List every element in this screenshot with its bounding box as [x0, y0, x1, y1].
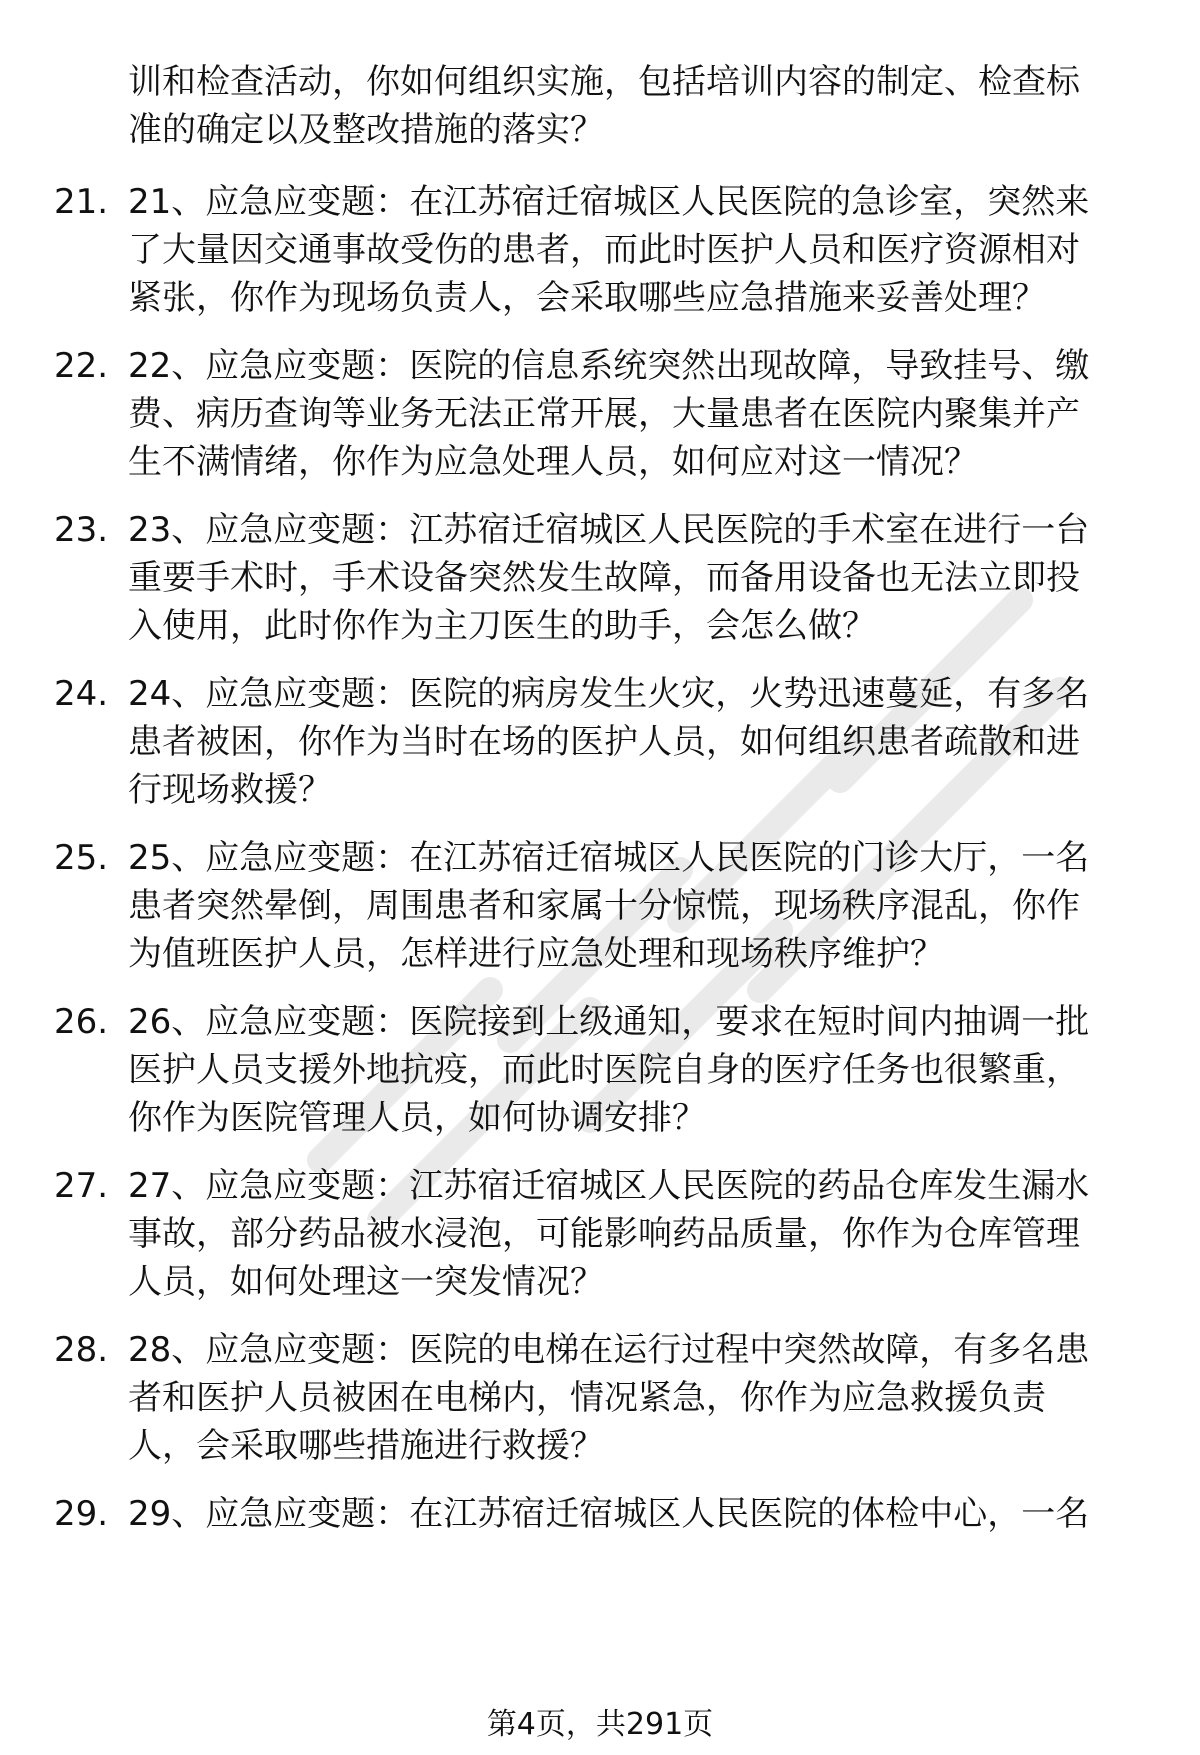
question-text	[128, 998, 1128, 1142]
question-line: 25、应急应变题：在江苏宿迁宿城区人民医院的门诊大厅，一名	[128, 838, 1090, 878]
question-line: 事故，部分药品被水浸泡，可能影响药品质量，你作为仓库管理	[128, 1214, 1080, 1254]
page-footer: 第4页，共291页	[486, 1707, 714, 1742]
question-line: 医护人员支援外地抗疫，而此时医院自身的医疗任务也很繁重，	[128, 1050, 1080, 1090]
question-line: 28、应急应变题：医院的电梯在运行过程中突然故障，有多名患	[128, 1330, 1090, 1370]
question-line: 生不满情绪，你作为应急处理人员，如何应对这一情况？	[128, 442, 978, 482]
question-number: 24.	[54, 674, 109, 714]
question-line: 入使用，此时你作为主刀医生的助手，会怎么做？	[128, 606, 876, 646]
question-text	[128, 670, 1128, 814]
question-text	[128, 1162, 1128, 1306]
question-line: 者和医护人员被困在电梯内，情况紧急，你作为应急救援负责	[128, 1378, 1046, 1418]
question-line: 人，会采取哪些措施进行救援？	[128, 1426, 604, 1466]
question-line: 24、应急应变题：医院的病房发生火灾，火势迅速蔓延，有多名	[128, 674, 1090, 714]
continuation-line: 训和检查活动，你如何组织实施，包括培训内容的制定、检查标	[128, 62, 1080, 102]
question-number: 23.	[54, 510, 109, 550]
question-line: 行现场救援？	[128, 770, 332, 810]
question-line: 费、病历查询等业务无法正常开展，大量患者在医院内聚集并产	[128, 394, 1080, 434]
question-text	[128, 1490, 1128, 1538]
question-text	[128, 1326, 1128, 1470]
question-number: 25.	[54, 838, 109, 878]
question-text	[128, 834, 1128, 978]
continuation-paragraph	[128, 58, 1128, 154]
question-line: 22、应急应变题：医院的信息系统突然出现故障，导致挂号、缴	[128, 346, 1090, 386]
question-line: 27、应急应变题：江苏宿迁宿城区人民医院的药品仓库发生漏水	[128, 1166, 1090, 1206]
question-line: 患者突然晕倒，周围患者和家属十分惊慌，现场秩序混乱，你作	[128, 886, 1080, 926]
question-line: 21、应急应变题：在江苏宿迁宿城区人民医院的急诊室，突然来	[128, 182, 1090, 222]
question-line: 重要手术时，手术设备突然发生故障，而备用设备也无法立即投	[128, 558, 1080, 598]
question-line: 了大量因交通事故受伤的患者，而此时医护人员和医疗资源相对	[128, 230, 1080, 270]
question-number: 22.	[54, 346, 109, 386]
question-line: 为值班医护人员，怎样进行应急处理和现场秩序维护？	[128, 934, 944, 974]
question-number: 27.	[54, 1166, 109, 1206]
question-line: 紧张，你作为现场负责人，会采取哪些应急措施来妥善处理？	[128, 278, 1046, 318]
question-number: 29.	[54, 1494, 109, 1534]
question-number: 26.	[54, 1002, 109, 1042]
question-text	[128, 342, 1128, 486]
question-line: 23、应急应变题：江苏宿迁宿城区人民医院的手术室在进行一台	[128, 510, 1090, 550]
question-text	[128, 178, 1128, 322]
question-line: 29、应急应变题：在江苏宿迁宿城区人民医院的体检中心，一名	[128, 1494, 1090, 1534]
question-line: 患者被困，你作为当时在场的医护人员，如何组织患者疏散和进	[128, 722, 1080, 762]
question-number: 21.	[54, 182, 109, 222]
continuation-line: 准的确定以及整改措施的落实？	[128, 110, 604, 150]
question-number: 28.	[54, 1330, 109, 1370]
question-line: 26、应急应变题：医院接到上级通知，要求在短时间内抽调一批	[128, 1002, 1090, 1042]
question-line: 你作为医院管理人员，如何协调安排？	[128, 1098, 706, 1138]
question-line: 人员，如何处理这一突发情况？	[128, 1262, 604, 1302]
question-text	[128, 506, 1128, 650]
